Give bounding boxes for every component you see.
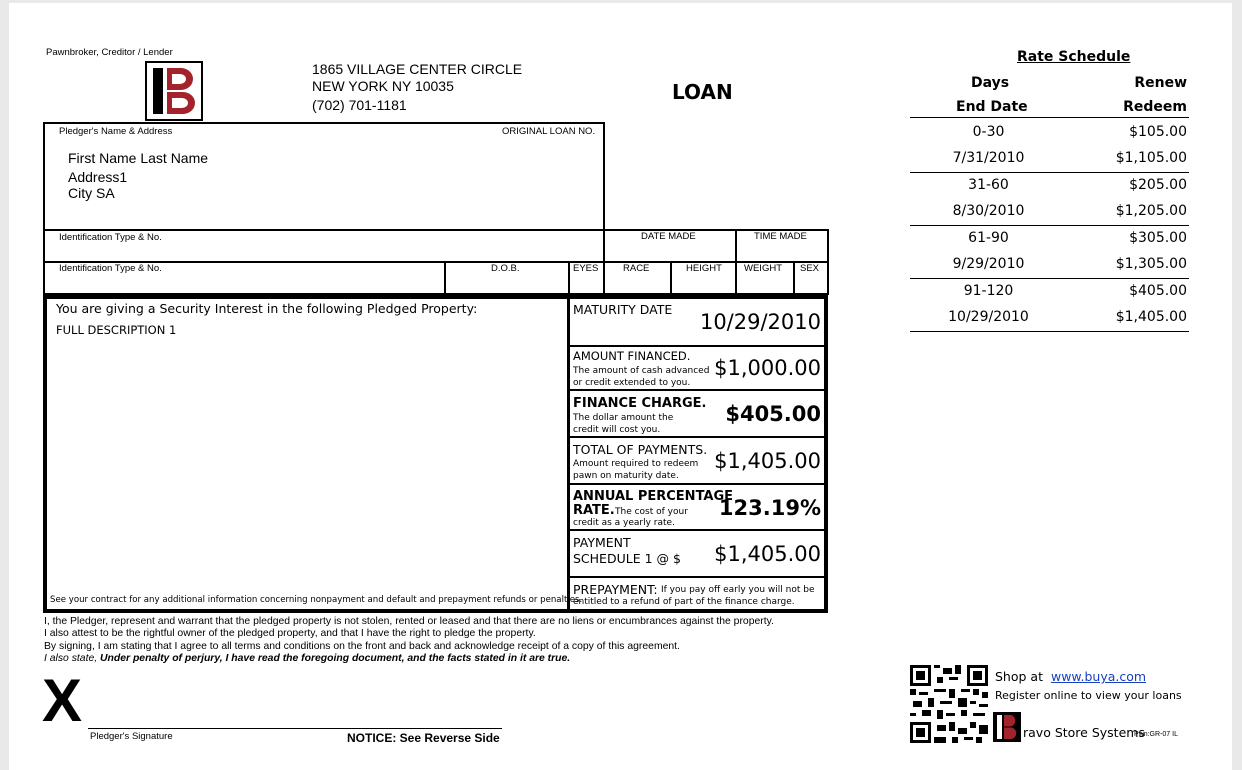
rate-renew: $405.00 (1129, 283, 1187, 299)
declaration-line1: I, the Pledger, represent and warrant that the pledged property is not stolen, rented or leased and that there are no liens or encumbrances against the property. (44, 616, 774, 627)
shop-line (995, 669, 1146, 684)
lender-address-line1: 1865 VILLAGE CENTER CIRCLE (312, 61, 523, 77)
rate-renew: $305.00 (1129, 230, 1187, 246)
prepayment-label: PREPAYMENT: (573, 582, 658, 597)
divider-dob (444, 261, 446, 295)
pledger-name-box (43, 122, 605, 230)
rate-end-date: 7/31/2010 (952, 150, 1025, 166)
document-title: LOAN (672, 80, 733, 104)
lender-phone: (702) 701-1181 (312, 97, 407, 113)
dob-label: D.O.B. (491, 263, 520, 274)
divider-height (670, 261, 672, 295)
rate-row-days (910, 173, 1189, 199)
rate-col-enddate-header: End Date (956, 99, 1028, 115)
pledger-city: City SA (68, 185, 115, 201)
id-type-label-1: Identification Type & No. (59, 232, 162, 243)
rate-renew: $205.00 (1129, 177, 1187, 193)
rate-end-date: 10/29/2010 (948, 309, 1029, 325)
qr-code-icon (910, 665, 988, 743)
bravo-brand-logo (993, 712, 1021, 742)
height-label: HEIGHT (686, 263, 722, 274)
maturity-value: 10/29/2010 (699, 310, 821, 334)
bravo-brand-icon (993, 712, 1021, 742)
apr-desc2: credit as a yearly rate. (573, 518, 675, 528)
signature-line[interactable] (88, 728, 502, 729)
divider-sex (793, 261, 795, 295)
rate-days: 0-30 (972, 124, 1005, 140)
rate-header-line (910, 117, 1189, 118)
rate-col-renew-header: Renew (1134, 75, 1187, 91)
rate-row-days (910, 279, 1189, 305)
rate-redeem: $1,105.00 (1115, 150, 1187, 166)
declaration-line4-prefix: I also state, (44, 653, 98, 664)
apr-label2: RATE. (573, 503, 615, 518)
total-payments-value: $1,405.00 (714, 449, 821, 473)
rate-row-days (910, 226, 1189, 252)
rate-end-date: 8/30/2010 (952, 203, 1025, 219)
apr-label1: ANNUAL PERCENTAGE (573, 489, 734, 504)
finance-charge-desc1: The dollar amount the (573, 413, 674, 423)
rate-days: 61-90 (968, 230, 1009, 246)
amount-financed-desc1: The amount of cash advanced (573, 366, 710, 376)
rate-redeem: $1,205.00 (1115, 203, 1187, 219)
declaration-line3: By signing, I am stating that I agree to all terms and conditions on the front and back and acknowledge receipt of a copy of this agreement. (44, 641, 680, 652)
divider-time (735, 229, 737, 295)
finance-charge-desc2: credit will cost you. (573, 425, 661, 435)
payment-value: $1,405.00 (714, 542, 821, 566)
id-left-line (43, 229, 45, 295)
declaration-line4-bold: Under penalty of perjury, I have read the foregoing document, and the facts stated in it are true. (100, 653, 571, 664)
rate-schedule-title: Rate Schedule (1017, 49, 1131, 65)
prepayment-desc2: entitled to a refund of part of the finance charge. (573, 597, 795, 607)
amount-financed-value: $1,000.00 (714, 356, 821, 380)
divider-eyes (568, 261, 570, 295)
property-intro: You are giving a Security Interest in the following Pledged Property: (56, 301, 478, 316)
total-payments-desc2: pawn on maturity date. (573, 471, 679, 481)
id-type-label-2: Identification Type & No. (59, 263, 162, 274)
id-right-line (827, 229, 829, 295)
divider-date (603, 229, 605, 295)
lender-label: Pawnbroker, Creditor / Lender (46, 47, 173, 58)
form-code: Pwn:GR-07 IL (1134, 731, 1178, 738)
maturity-label: MATURITY DATE (573, 302, 673, 317)
payment-label2: SCHEDULE 1 @ $ (573, 551, 681, 566)
rate-end-date: 9/29/2010 (952, 256, 1025, 272)
payment-label1: PAYMENT (573, 535, 631, 550)
declaration-line2: I also attest to be the rightful owner of the pledged property, and that I have the right to pledge the property. (44, 628, 536, 639)
total-payments-desc1: Amount required to redeem (573, 459, 699, 469)
property-footer-note: See your contract for any additional information concerning nonpayment and default and prepayment refunds or penalties. (50, 595, 583, 605)
rate-redeem: $1,305.00 (1115, 256, 1187, 272)
rate-row-date (910, 199, 1189, 226)
time-made-label: TIME MADE (754, 231, 807, 242)
eyes-label: EYES (573, 263, 599, 274)
brand-name: ravo Store Systems (1023, 725, 1145, 740)
finance-charge-value: $405.00 (725, 402, 821, 426)
signature-label: Pledger's Signature (90, 731, 173, 742)
pledger-name-label: Pledger's Name & Address (59, 126, 173, 137)
sex-label: SEX (800, 263, 820, 274)
amount-financed-label: AMOUNT FINANCED. (573, 349, 691, 363)
rate-row-date (910, 146, 1189, 173)
property-description: FULL DESCRIPTION 1 (56, 323, 177, 337)
apr-desc1: The cost of your (615, 507, 688, 517)
notice-reverse-side: NOTICE: See Reverse Side (347, 731, 500, 745)
rate-row-days (910, 120, 1189, 146)
id-row-top-line (43, 229, 829, 231)
race-label: RACE (623, 263, 650, 274)
rate-days: 91-120 (963, 283, 1014, 299)
pawnshop-logo (145, 61, 203, 121)
total-payments-label: TOTAL OF PAYMENTS. (573, 442, 708, 457)
apr-value: 123.19% (718, 496, 821, 520)
loan-number-label: ORIGINAL LOAN NO. (502, 126, 596, 137)
register-text: Register online to view your loans (995, 689, 1182, 702)
signature-mark: X (42, 667, 83, 734)
date-made-label: DATE MADE (641, 231, 696, 242)
shop-link[interactable]: www.buya.com (1050, 669, 1147, 684)
bravo-logo-icon (147, 63, 201, 119)
shop-prefix: Shop at (995, 669, 1043, 684)
lender-address-line2: NEW YORK NY 10035 (312, 78, 454, 94)
rate-col-redeem-header: Redeem (1123, 99, 1187, 115)
rate-redeem: $1,405.00 (1115, 309, 1187, 325)
amount-financed-desc2: or credit extended to you. (573, 378, 691, 388)
rate-days: 31-60 (968, 177, 1009, 193)
finance-charge-label: FINANCE CHARGE. (573, 396, 707, 411)
rate-col-days-header: Days (971, 75, 1010, 91)
rate-row-date (910, 252, 1189, 279)
prepayment-desc1: If you pay off early you will not be (661, 585, 815, 595)
rate-renew: $105.00 (1129, 124, 1187, 140)
declaration-line4 (44, 653, 570, 664)
rate-row-date (910, 305, 1189, 332)
pledger-address: Address1 (68, 169, 128, 185)
pledger-name: First Name Last Name (68, 150, 209, 166)
weight-label: WEIGHT (744, 263, 782, 274)
